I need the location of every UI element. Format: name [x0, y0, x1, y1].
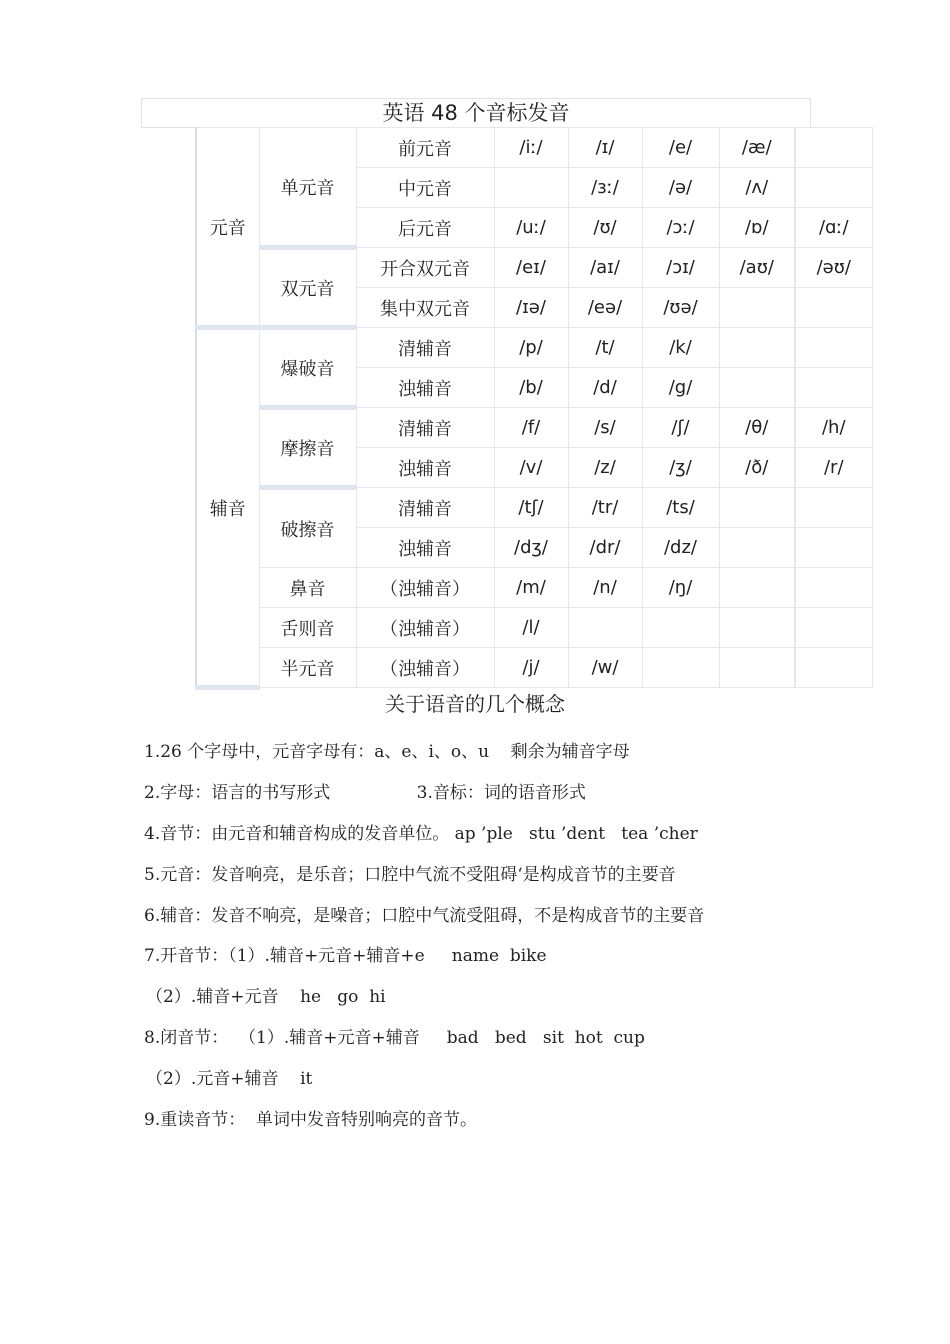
sound-kind-label: 清辅音 [356, 408, 494, 448]
phonetic-symbol: /m/ [494, 568, 568, 608]
table-row [196, 568, 872, 608]
fricative-label: 摩擦音 [259, 408, 356, 488]
table-row [196, 608, 872, 648]
phonetic-symbol: /tʃ/ [494, 488, 568, 528]
phonetic-symbol: /uː/ [494, 208, 568, 248]
phonetic-symbol-table [195, 127, 873, 690]
phonetic-symbol [795, 568, 872, 608]
sound-kind-label: （浊辅音） [356, 648, 494, 688]
phonetic-symbol: /ʃ/ [642, 408, 719, 448]
sound-kind-label: （浊辅音） [356, 608, 494, 648]
lateral-label: 舌则音 [259, 608, 356, 648]
concept-line: 7.开音节：（1）.辅音+元音+辅音+e name bike [144, 946, 547, 966]
phonetic-symbol: /ʊ/ [568, 208, 642, 248]
table-row [196, 648, 872, 688]
sound-kind-label: 浊辅音 [356, 448, 494, 488]
table-row [196, 248, 872, 288]
sound-kind-label: 中元音 [356, 168, 494, 208]
phonetic-symbol [795, 608, 872, 648]
consonant-category-label: 辅音 [196, 328, 259, 688]
phonetic-symbol: /ɔː/ [642, 208, 719, 248]
concept-line: 9.重读音节： 单词中发音特别响亮的音节。 [144, 1110, 478, 1130]
phonetic-symbol: /ʒ/ [642, 448, 719, 488]
sound-kind-label: 清辅音 [356, 488, 494, 528]
phonetic-symbol: /f/ [494, 408, 568, 448]
phonetic-symbol: /aʊ/ [719, 248, 795, 288]
phonetic-symbol: /ŋ/ [642, 568, 719, 608]
phonetic-symbol: /ɑː/ [795, 208, 872, 248]
phonetic-symbol: /ʊə/ [642, 288, 719, 328]
phonetic-symbol [795, 128, 872, 168]
phonetic-symbol: /h/ [795, 408, 872, 448]
phonetic-symbol [795, 648, 872, 688]
phonetic-symbol [642, 648, 719, 688]
phonetic-symbol [719, 368, 795, 408]
table-row [196, 488, 872, 528]
phonetic-symbol [719, 288, 795, 328]
phonetic-symbol: /t/ [568, 328, 642, 368]
concept-line: 2.字母：语言的书写形式 3.音标：词的语音形式 [144, 783, 586, 803]
phonetic-symbol [719, 568, 795, 608]
page-title: 英语 48 个音标发音 [141, 98, 811, 128]
phonetic-symbol: /ɪ/ [568, 128, 642, 168]
phonetic-symbol: /ɜː/ [568, 168, 642, 208]
table-row [196, 328, 872, 368]
sound-kind-label: 后元音 [356, 208, 494, 248]
sound-kind-label: 清辅音 [356, 328, 494, 368]
phonetic-symbol [795, 528, 872, 568]
phonetic-symbol: /dr/ [568, 528, 642, 568]
phonetic-symbol [642, 608, 719, 648]
phonetic-symbol: /g/ [642, 368, 719, 408]
vowel-category-label: 元音 [196, 128, 259, 328]
concepts-title: 关于语音的几个概念 [385, 692, 565, 716]
phonetic-symbol: /j/ [494, 648, 568, 688]
phonetic-symbol: /n/ [568, 568, 642, 608]
phonetic-symbol: /ə/ [642, 168, 719, 208]
concept-line: （2）.元音+辅音 it [146, 1069, 313, 1089]
phonetic-symbol: /d/ [568, 368, 642, 408]
sound-kind-label: （浊辅音） [356, 568, 494, 608]
phonetic-symbol: /tr/ [568, 488, 642, 528]
affricate-label: 破擦音 [259, 488, 356, 568]
monophthong-label: 单元音 [259, 128, 356, 248]
phonetic-symbol [719, 528, 795, 568]
phonetic-symbol: /b/ [494, 368, 568, 408]
phonetic-symbol: /r/ [795, 448, 872, 488]
phonetic-symbol: /l/ [494, 608, 568, 648]
concept-line: （2）.辅音+元音 he go hi [146, 987, 386, 1007]
sound-kind-label: 集中双元音 [356, 288, 494, 328]
phonetic-symbol: /z/ [568, 448, 642, 488]
phonetic-symbol [795, 168, 872, 208]
phonetic-symbol: /dz/ [642, 528, 719, 568]
phonetic-symbol: /θ/ [719, 408, 795, 448]
phonetic-symbol [494, 168, 568, 208]
phonetic-symbol: /aɪ/ [568, 248, 642, 288]
phonetic-symbol [719, 488, 795, 528]
sound-kind-label: 开合双元音 [356, 248, 494, 288]
phonetic-symbol [795, 328, 872, 368]
phonetic-symbol: /p/ [494, 328, 568, 368]
sound-kind-label: 浊辅音 [356, 528, 494, 568]
concept-line: 4.音节：由元音和辅音构成的发音单位。 ap ’ple stu ’dent tea ’cher [144, 824, 698, 844]
table-row [196, 408, 872, 448]
concept-line: 8.闭音节： （1）.辅音+元音+辅音 bad bed sit hot cup [144, 1028, 645, 1048]
phonetic-symbol: /eə/ [568, 288, 642, 328]
phonetic-symbol: /k/ [642, 328, 719, 368]
concept-line: 6.辅音：发音不响亮，是噪音；口腔中气流受阻碍，不是构成音节的主要音 [144, 906, 705, 926]
diphthong-label: 双元音 [259, 248, 356, 328]
phonetic-symbol: /ð/ [719, 448, 795, 488]
concept-line: 1.26 个字母中，元音字母有：a、e、i、o、u 剩余为辅音字母 [144, 742, 630, 762]
phonetic-symbol: /s/ [568, 408, 642, 448]
sound-kind-label: 浊辅音 [356, 368, 494, 408]
phonetic-symbol: /v/ [494, 448, 568, 488]
phonetic-symbol: /iː/ [494, 128, 568, 168]
phonetic-symbol: /w/ [568, 648, 642, 688]
concept-line: 5.元音：发音响亮，是乐音；口腔中气流不受阻碍‘是构成音节的主要音 [144, 865, 676, 885]
phonetic-symbol [719, 648, 795, 688]
nasal-label: 鼻音 [259, 568, 356, 608]
semivowel-label: 半元音 [259, 648, 356, 688]
phonetic-symbol [719, 328, 795, 368]
phonetic-symbol: /ɪə/ [494, 288, 568, 328]
phonetic-symbol [568, 608, 642, 648]
phonetic-symbol: /əʊ/ [795, 248, 872, 288]
phonetic-symbol: /ts/ [642, 488, 719, 528]
phonetic-symbol: /ɒ/ [719, 208, 795, 248]
plosive-label: 爆破音 [259, 328, 356, 408]
phonetic-symbol: /æ/ [719, 128, 795, 168]
table-row [196, 128, 872, 168]
phonetic-symbol: /ɔɪ/ [642, 248, 719, 288]
sound-kind-label: 前元音 [356, 128, 494, 168]
phonetic-symbol [795, 288, 872, 328]
phonetic-symbol: /dʒ/ [494, 528, 568, 568]
phonetic-symbol [795, 488, 872, 528]
phonetic-symbol: /e/ [642, 128, 719, 168]
phonetic-symbol: /ʌ/ [719, 168, 795, 208]
phonetic-symbol: /eɪ/ [494, 248, 568, 288]
phonetic-symbol [719, 608, 795, 648]
phonetic-symbol [795, 368, 872, 408]
